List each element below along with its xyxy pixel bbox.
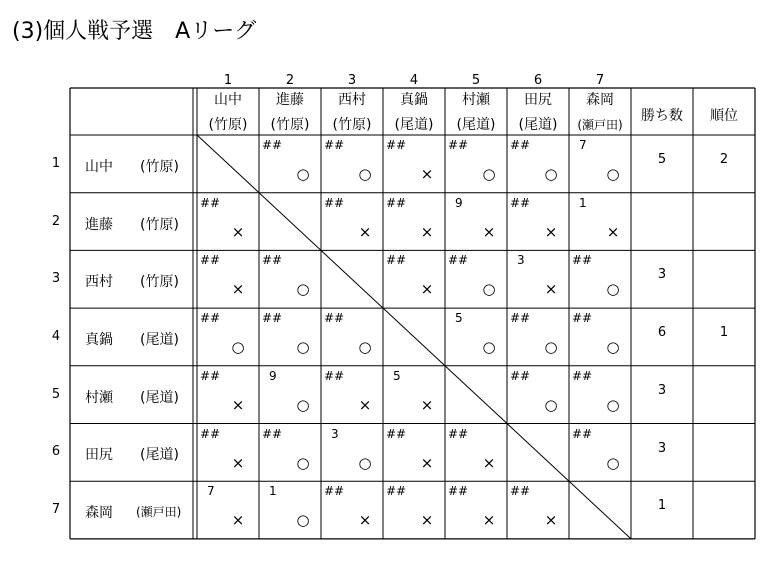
loss-mark: × (231, 511, 245, 530)
header-affiliation: (竹原) (270, 117, 310, 133)
loss-mark: × (606, 222, 620, 241)
win-mark: ○ (482, 280, 496, 299)
match-score: ## (200, 426, 221, 441)
match-score: 7 (579, 138, 587, 152)
win-count: 1 (657, 498, 667, 514)
player-name: 田尻 (85, 447, 113, 464)
rank-value: 1 (719, 325, 729, 341)
loss-mark: × (231, 395, 245, 414)
player-affiliation: (瀬戸田) (136, 505, 182, 520)
column-number: 6 (533, 73, 543, 88)
wins-header: 勝ち数 (641, 108, 683, 124)
match-score: 9 (269, 368, 277, 383)
win-count: 3 (657, 440, 667, 456)
column-number: 4 (409, 73, 419, 88)
win-mark: ○ (296, 338, 310, 357)
player-affiliation: (竹原) (140, 216, 179, 233)
loss-mark: × (482, 222, 496, 241)
win-count: 3 (657, 267, 667, 283)
win-mark: ○ (606, 395, 620, 414)
match-score: ## (572, 426, 593, 441)
win-mark: ○ (606, 453, 620, 472)
win-mark: ○ (358, 453, 372, 472)
match-score: ## (510, 138, 531, 152)
header-player-name: 田尻 (524, 92, 552, 108)
header-player-name: 山中 (214, 92, 242, 108)
match-score: ## (324, 195, 345, 210)
header-affiliation: (竹原) (208, 117, 248, 133)
match-score: ## (324, 311, 345, 326)
row-number: 6 (51, 444, 61, 460)
win-mark: ○ (296, 165, 310, 183)
row-number: 3 (51, 271, 61, 287)
match-score: ## (510, 484, 531, 499)
loss-mark: × (544, 222, 558, 241)
player-affiliation: (尾道) (140, 389, 179, 406)
loss-mark: × (482, 511, 496, 530)
page-title: (3)個人戦予選 Aリーグ (12, 19, 257, 44)
win-mark: ○ (482, 338, 496, 357)
match-score: ## (262, 253, 283, 268)
header-player-name: 森岡 (586, 92, 614, 108)
match-score: ## (200, 253, 221, 268)
match-score: 1 (579, 195, 587, 210)
loss-mark: × (420, 395, 434, 414)
win-count: 6 (657, 325, 667, 341)
match-score: ## (386, 195, 407, 210)
header-player-name: 進藤 (276, 92, 304, 108)
header-affiliation: (瀬戸田) (577, 118, 623, 132)
column-number: 2 (285, 73, 295, 88)
loss-mark: × (420, 511, 434, 530)
win-mark: ○ (296, 453, 310, 472)
match-score: 9 (455, 195, 463, 210)
column-number: 1 (223, 73, 233, 88)
row-number: 4 (51, 328, 61, 344)
column-number: 7 (595, 73, 605, 88)
match-score: ## (448, 138, 469, 152)
header-player-name: 村瀬 (462, 92, 490, 108)
match-score: ## (510, 368, 531, 383)
loss-mark: × (231, 222, 245, 241)
header-affiliation: (尾道) (394, 117, 434, 133)
win-mark: ○ (544, 395, 558, 414)
match-score: ## (324, 368, 345, 383)
match-score: ## (200, 368, 221, 383)
diagonal-line (197, 135, 631, 539)
player-name: 真鍋 (85, 331, 113, 348)
player-name: 村瀬 (85, 389, 113, 406)
loss-mark: × (231, 280, 245, 299)
win-count: 3 (657, 382, 667, 398)
loss-mark: × (358, 511, 372, 530)
match-score: ## (510, 311, 531, 326)
win-mark: ○ (296, 280, 310, 299)
match-score: ## (386, 138, 407, 152)
match-score: ## (200, 311, 221, 326)
match-score: 3 (331, 426, 339, 441)
loss-mark: × (231, 453, 245, 472)
match-score: ## (324, 484, 345, 499)
loss-mark: × (358, 222, 372, 241)
column-number: 3 (347, 73, 357, 88)
match-score: ## (572, 311, 593, 326)
rank-value: 2 (719, 152, 729, 167)
loss-mark: × (420, 453, 434, 472)
match-score: ## (448, 484, 469, 499)
match-score: ## (572, 253, 593, 268)
match-score: 3 (517, 253, 525, 268)
win-mark: ○ (606, 165, 620, 183)
match-score: ## (262, 311, 283, 326)
player-name: 西村 (85, 274, 113, 291)
win-mark: ○ (482, 165, 496, 183)
win-mark: ○ (544, 165, 558, 183)
match-score: ## (262, 426, 283, 441)
match-score: 5 (455, 311, 463, 326)
win-mark: ○ (358, 165, 372, 183)
win-mark: ○ (358, 338, 372, 357)
match-score: ## (448, 253, 469, 268)
loss-mark: × (420, 280, 434, 299)
win-mark: ○ (296, 511, 310, 530)
loss-mark: × (420, 222, 434, 241)
match-score: ## (386, 253, 407, 268)
win-mark: ○ (606, 338, 620, 357)
match-score: ## (448, 426, 469, 441)
match-score: 5 (393, 368, 401, 383)
row-number: 2 (51, 213, 61, 229)
row-number: 1 (51, 155, 61, 171)
rank-header: 順位 (710, 108, 738, 124)
match-score: ## (572, 368, 593, 383)
header-player-name: 真鍋 (400, 92, 428, 108)
player-affiliation: (竹原) (140, 274, 179, 291)
player-affiliation: (尾道) (140, 331, 179, 348)
header-affiliation: (尾道) (456, 117, 496, 133)
win-count: 5 (657, 152, 667, 167)
win-mark: ○ (606, 280, 620, 299)
match-score: ## (200, 195, 221, 210)
loss-mark: × (420, 165, 434, 183)
row-number: 5 (51, 386, 61, 402)
row-number: 7 (51, 502, 61, 518)
match-score: 7 (207, 484, 215, 499)
loss-mark: × (358, 395, 372, 414)
win-mark: ○ (296, 395, 310, 414)
match-score: ## (510, 195, 531, 210)
match-score: ## (262, 138, 283, 152)
column-number: 5 (471, 73, 481, 88)
win-mark: ○ (231, 338, 245, 357)
player-affiliation: (竹原) (140, 158, 179, 175)
loss-mark: × (544, 511, 558, 530)
header-player-name: 西村 (338, 92, 366, 108)
loss-mark: × (482, 453, 496, 472)
match-score: ## (386, 426, 407, 441)
match-score: ## (324, 138, 345, 152)
player-affiliation: (尾道) (140, 447, 179, 464)
loss-mark: × (544, 280, 558, 299)
player-name: 山中 (85, 158, 113, 175)
header-affiliation: (竹原) (332, 117, 372, 133)
win-mark: ○ (544, 338, 558, 357)
player-name: 森岡 (85, 505, 113, 522)
match-score: 1 (269, 484, 277, 499)
header-affiliation: (尾道) (518, 117, 558, 133)
player-name: 進藤 (85, 216, 113, 233)
match-score: ## (386, 484, 407, 499)
